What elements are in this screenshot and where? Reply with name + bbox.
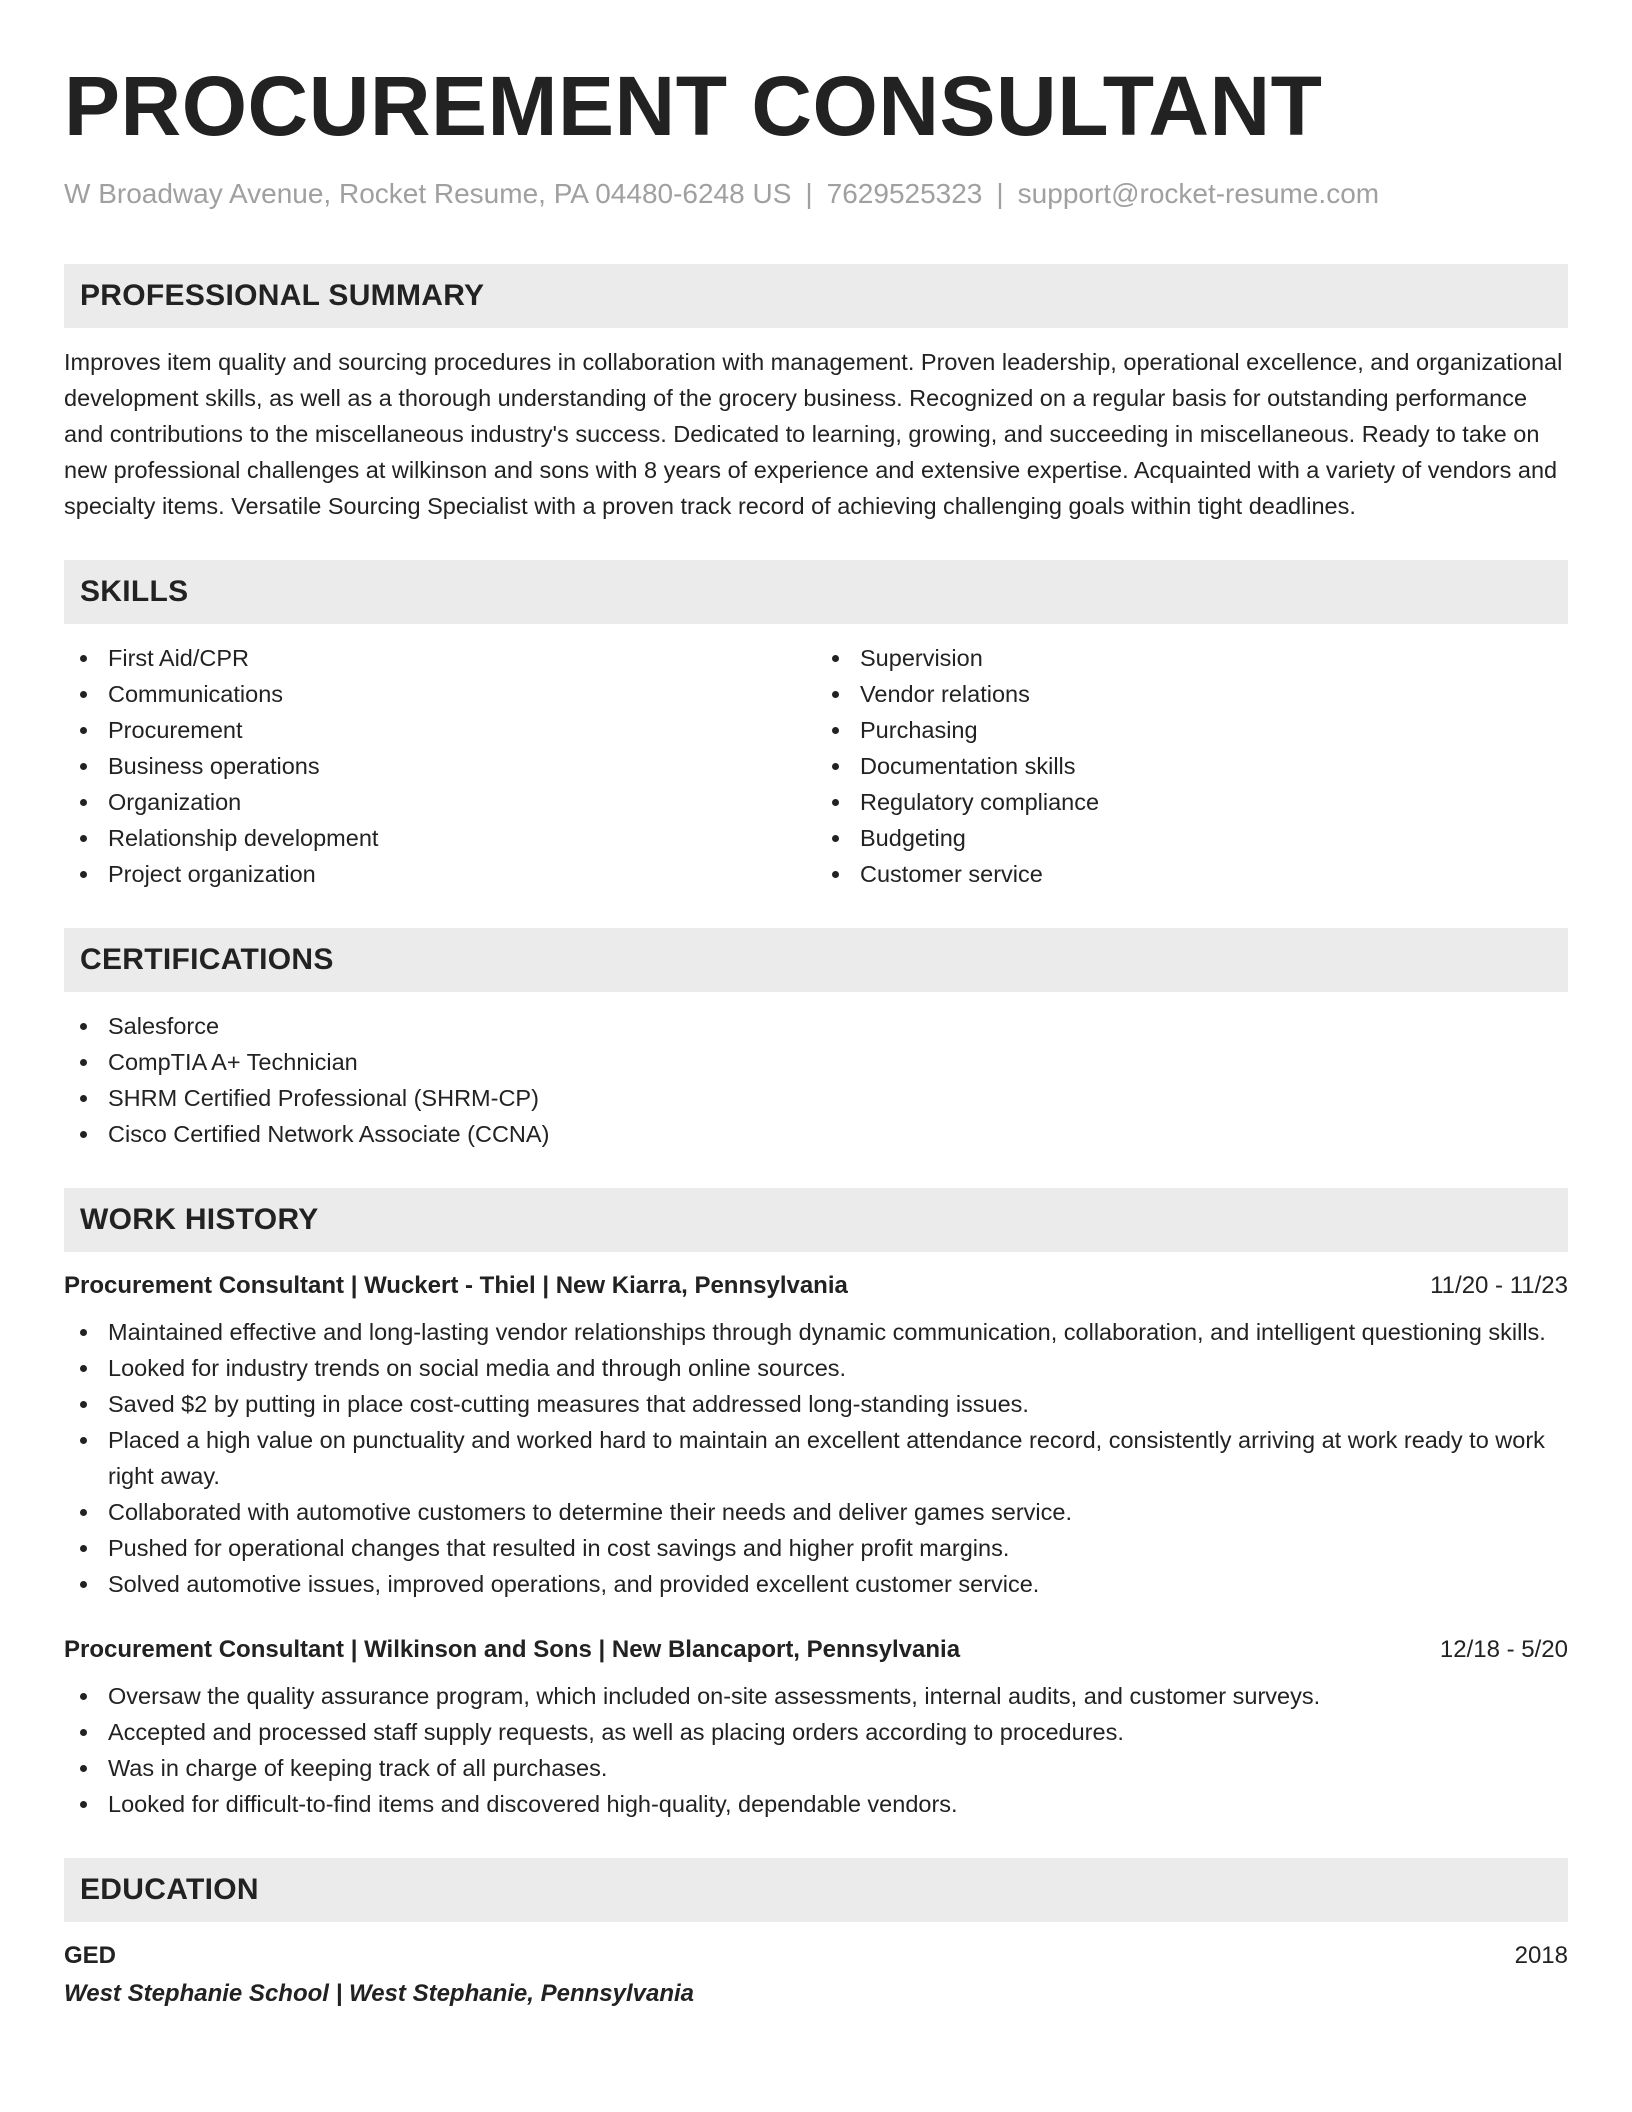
contact-separator: | bbox=[996, 178, 1004, 209]
work-history-section-header bbox=[64, 1188, 1568, 1252]
skill-item: Business operations bbox=[64, 748, 816, 784]
skill-item: Vendor relations bbox=[816, 676, 1568, 712]
skills-column-left bbox=[64, 640, 816, 892]
contact-phone: 7629525323 bbox=[826, 178, 983, 209]
skills-column-right bbox=[816, 640, 1568, 892]
job-dates: 12/18 - 5/20 bbox=[1439, 1636, 1568, 1663]
job-bullet: Collaborated with automotive customers to determine their needs and deliver games service. bbox=[64, 1494, 1568, 1530]
skill-item: First Aid/CPR bbox=[64, 640, 816, 676]
contact-separator: | bbox=[805, 178, 813, 209]
job-bullet: Looked for difficult-to-find items and discovered high-quality, dependable vendors. bbox=[64, 1786, 1568, 1822]
contact-email: support@rocket-resume.com bbox=[1017, 178, 1380, 209]
summary-text: Improves item quality and sourcing procedures in collaboration with management. Proven leadership, operational excellence, and organizational development skills, as well as a thorough understanding of the grocery business. Recognized on a regular basis for outstanding performance and contributions to the miscellaneous industry's success. Dedicated to learning, growing, and succeeding in miscellaneous. Ready to take on new professional challenges at wilkinson and sons with 8 years of experience and extensive expertise. Acquainted with a variety of vendors and specialty items. Versatile Sourcing Specialist with a proven track record of achieving challenging goals within tight deadlines. bbox=[64, 349, 1563, 519]
job-entry bbox=[64, 1636, 1568, 1822]
job-bullet: Oversaw the quality assurance program, which included on-site assessments, internal audits, and customer surveys. bbox=[64, 1678, 1568, 1714]
skill-item: Budgeting bbox=[816, 820, 1568, 856]
job-title: Procurement Consultant | Wilkinson and Sons | New Blancaport, Pennsylvania bbox=[64, 1636, 961, 1663]
job-dates: 11/20 - 11/23 bbox=[1430, 1272, 1568, 1299]
education-degree: GED bbox=[64, 1942, 117, 1969]
contact-address: W Broadway Avenue, Rocket Resume, PA 04480-6248 US bbox=[64, 178, 792, 209]
skills-section-header bbox=[64, 560, 1568, 624]
certifications-heading: CERTIFICATIONS bbox=[80, 943, 334, 976]
education-school: West Stephanie School | West Stephanie, Pennsylvania bbox=[64, 1980, 694, 2007]
job-bullet: Placed a high value on punctuality and worked hard to maintain an excellent attendance record, consistently arriving at work ready to work right away. bbox=[64, 1422, 1568, 1494]
certification-item: SHRM Certified Professional (SHRM-CP) bbox=[64, 1080, 1568, 1116]
job-title: Procurement Consultant | Wuckert - Thiel | New Kiarra, Pennsylvania bbox=[64, 1272, 848, 1299]
skill-item: Documentation skills bbox=[816, 748, 1568, 784]
skills-list bbox=[64, 640, 1568, 892]
summary-section-header bbox=[64, 264, 1568, 328]
skill-item: Organization bbox=[64, 784, 816, 820]
job-bullet: Pushed for operational changes that resulted in cost savings and higher profit margins. bbox=[64, 1530, 1568, 1566]
certification-item: CompTIA A+ Technician bbox=[64, 1044, 1568, 1080]
education-heading: EDUCATION bbox=[80, 1873, 259, 1906]
summary-heading: PROFESSIONAL SUMMARY bbox=[80, 279, 485, 312]
contact-line bbox=[64, 176, 1568, 212]
skill-item: Procurement bbox=[64, 712, 816, 748]
job-bullet: Accepted and processed staff supply requests, as well as placing orders according to procedures. bbox=[64, 1714, 1568, 1750]
certifications-list bbox=[64, 1008, 1568, 1152]
skill-item: Relationship development bbox=[64, 820, 816, 856]
job-bullet: Solved automotive issues, improved operations, and provided excellent customer service. bbox=[64, 1566, 1568, 1602]
job-bullet: Was in charge of keeping track of all purchases. bbox=[64, 1750, 1568, 1786]
education-year: 2018 bbox=[1514, 1942, 1568, 1969]
job-header bbox=[64, 1636, 1568, 1664]
job-bullet: Looked for industry trends on social media and through online sources. bbox=[64, 1350, 1568, 1386]
skill-item: Customer service bbox=[816, 856, 1568, 892]
job-entry bbox=[64, 1272, 1568, 1602]
certification-item: Cisco Certified Network Associate (CCNA) bbox=[64, 1116, 1568, 1152]
skill-item: Project organization bbox=[64, 856, 816, 892]
certification-item: Salesforce bbox=[64, 1008, 1568, 1044]
skill-item: Regulatory compliance bbox=[816, 784, 1568, 820]
skill-item: Communications bbox=[64, 676, 816, 712]
certifications-section-header bbox=[64, 928, 1568, 992]
education-section-header bbox=[64, 1858, 1568, 1922]
candidate-name: PROCUREMENT CONSULTANT bbox=[64, 59, 1323, 153]
skills-heading: SKILLS bbox=[80, 575, 189, 608]
job-bullet-list bbox=[64, 1314, 1568, 1602]
skill-item: Purchasing bbox=[816, 712, 1568, 748]
job-bullet: Saved $2 by putting in place cost-cutting measures that addressed long-standing issues. bbox=[64, 1386, 1568, 1422]
job-bullet: Maintained effective and long-lasting vendor relationships through dynamic communication, collaboration, and intelligent questioning skills. bbox=[64, 1314, 1568, 1350]
job-header bbox=[64, 1272, 1568, 1300]
job-bullet-list bbox=[64, 1678, 1568, 1822]
skill-item: Supervision bbox=[816, 640, 1568, 676]
education-entry-header bbox=[64, 1942, 1568, 1970]
work-history-heading: WORK HISTORY bbox=[80, 1203, 319, 1236]
